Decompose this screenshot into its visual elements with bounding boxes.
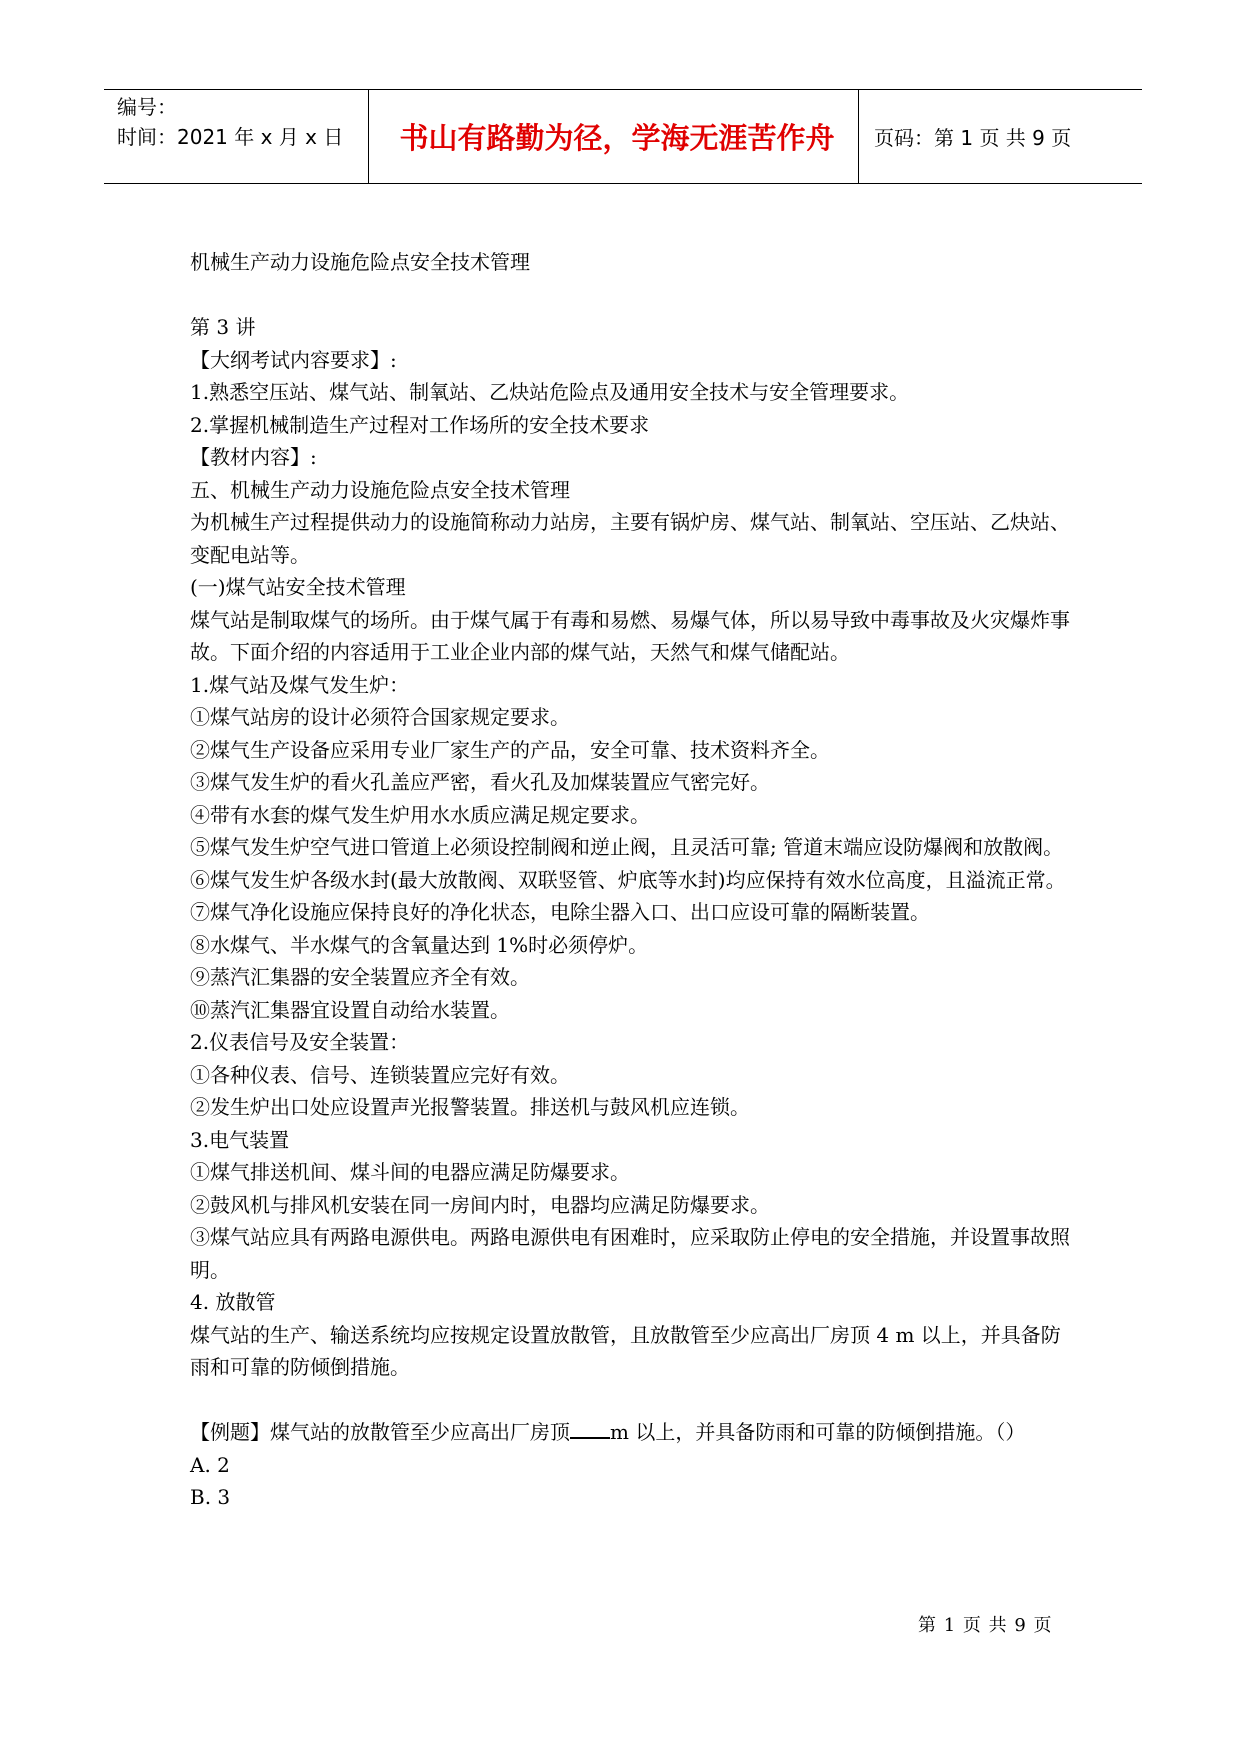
- list-item: ③煤气站应具有两路电源供电。两路电源供电有困难时，应采取防止停电的安全措施，并设置事故照明。: [190, 1225, 1070, 1282]
- list-item: ⑦煤气净化设施应保持良好的净化状态，电除尘器入口、出口应设可靠的隔断装置。: [190, 900, 930, 924]
- answer-option: A. 2: [190, 1452, 230, 1477]
- list-item: ⑥煤气发生炉各级水封(最大放散阀、双联竖管、炉底等水封)均应保持有效水位高度，且溢流正常。: [190, 867, 1066, 892]
- list-item: ①煤气站房的设计必须符合国家规定要求。: [190, 705, 570, 729]
- list-item: ②发生炉出口处应设置声光报警装置。排送机与鼓风机应连锁。: [190, 1095, 750, 1119]
- example-question-end: m 以上，并具备防雨和可靠的防倾倒措施。（）: [610, 1420, 1026, 1444]
- outline-heading: 【大纲考试内容要求】:: [190, 347, 397, 372]
- item-heading: 3.电气装置: [190, 1127, 290, 1152]
- header-motto: 书山有路勤为径，学海无涯苦作舟: [399, 121, 835, 155]
- list-item: ⑩蒸汽汇集器宜设置自动给水装置。: [190, 997, 510, 1022]
- list-item: ②鼓风机与排风机安装在同一房间内时，电器均应满足防爆要求。: [190, 1192, 770, 1217]
- lecture-number: 第 3 讲: [190, 315, 256, 339]
- example-question: [190, 1416, 1072, 1449]
- doc-time-label: 时间：2021 年 x 月 x 日: [117, 125, 344, 149]
- item-heading: 1.煤气站及煤气发生炉：: [190, 672, 410, 697]
- list-item: ⑨蒸汽汇集器的安全装置应齐全有效。: [190, 965, 530, 989]
- outline-item: 2.掌握机械制造生产过程对工作场所的安全技术要求: [190, 412, 650, 437]
- doc-number-label: 编号：: [117, 95, 177, 119]
- list-item: ④带有水套的煤气发生炉用水水质应满足规定要求。: [190, 802, 650, 827]
- material-heading: 【教材内容】:: [190, 445, 317, 469]
- document-body: [190, 246, 1072, 1514]
- paragraph: 煤气站的生产、输送系统均应按规定设置放散管，且放散管至少应高出厂房顶 4 m 以上，并具备防雨和可靠的防倾倒措施。: [190, 1322, 1061, 1379]
- list-item: ②煤气生产设备应采用专业厂家生产的产品，安全可靠、技术资料齐全。: [190, 737, 830, 762]
- paragraph: 煤气站是制取煤气的场所。由于煤气属于有毒和易燃、易爆气体，所以易导致中毒事故及火灾爆炸事故。下面介绍的内容适用于工业企业内部的煤气站，天然气和煤气储配站。: [190, 607, 1070, 664]
- answer-blank: [570, 1417, 610, 1439]
- list-item: ①各种仪表、信号、连锁装置应完好有效。: [190, 1062, 570, 1087]
- subsection-heading: (一)煤气站安全技术管理: [190, 575, 406, 599]
- answer-option: B. 3: [190, 1485, 231, 1509]
- section-heading: 五、机械生产动力设施危险点安全技术管理: [190, 477, 570, 502]
- list-item: ⑧水煤气、半水煤气的含氧量达到 1%时必须停炉。: [190, 932, 649, 957]
- list-item: ①煤气排送机间、煤斗间的电器应满足防爆要求。: [190, 1160, 630, 1184]
- header-bottom-rule: [104, 183, 1142, 184]
- header-divider-1: [368, 90, 369, 183]
- header-page-info: 页码：第 1 页 共 9 页: [874, 126, 1072, 150]
- example-question-start: 【例题】煤气站的放散管至少应高出厂房顶: [190, 1420, 570, 1444]
- list-item: ⑤煤气发生炉空气进口管道上必须设控制阀和逆止阀，且灵活可靠; 管道末端应设防爆阀和放散阀。: [190, 835, 1064, 859]
- item-heading: 4. 放散管: [190, 1290, 276, 1314]
- footer-page-number: 第 1 页 共 9 页: [918, 1615, 1053, 1636]
- list-item: ③煤气发生炉的看火孔盖应严密，看火孔及加煤装置应气密完好。: [190, 770, 770, 794]
- paragraph: 为机械生产过程提供动力的设施简称动力站房，主要有锅炉房、煤气站、制氧站、空压站、乙炔站、变配电站等。: [190, 510, 1070, 567]
- outline-item: 1.熟悉空压站、煤气站、制氧站、乙炔站危险点及通用安全技术与安全管理要求。: [190, 380, 910, 404]
- header-meta: [117, 92, 343, 152]
- header-top-rule: [104, 89, 1142, 90]
- item-heading: 2.仪表信号及安全装置：: [190, 1030, 410, 1054]
- doc-title: 机械生产动力设施危险点安全技术管理: [190, 250, 530, 274]
